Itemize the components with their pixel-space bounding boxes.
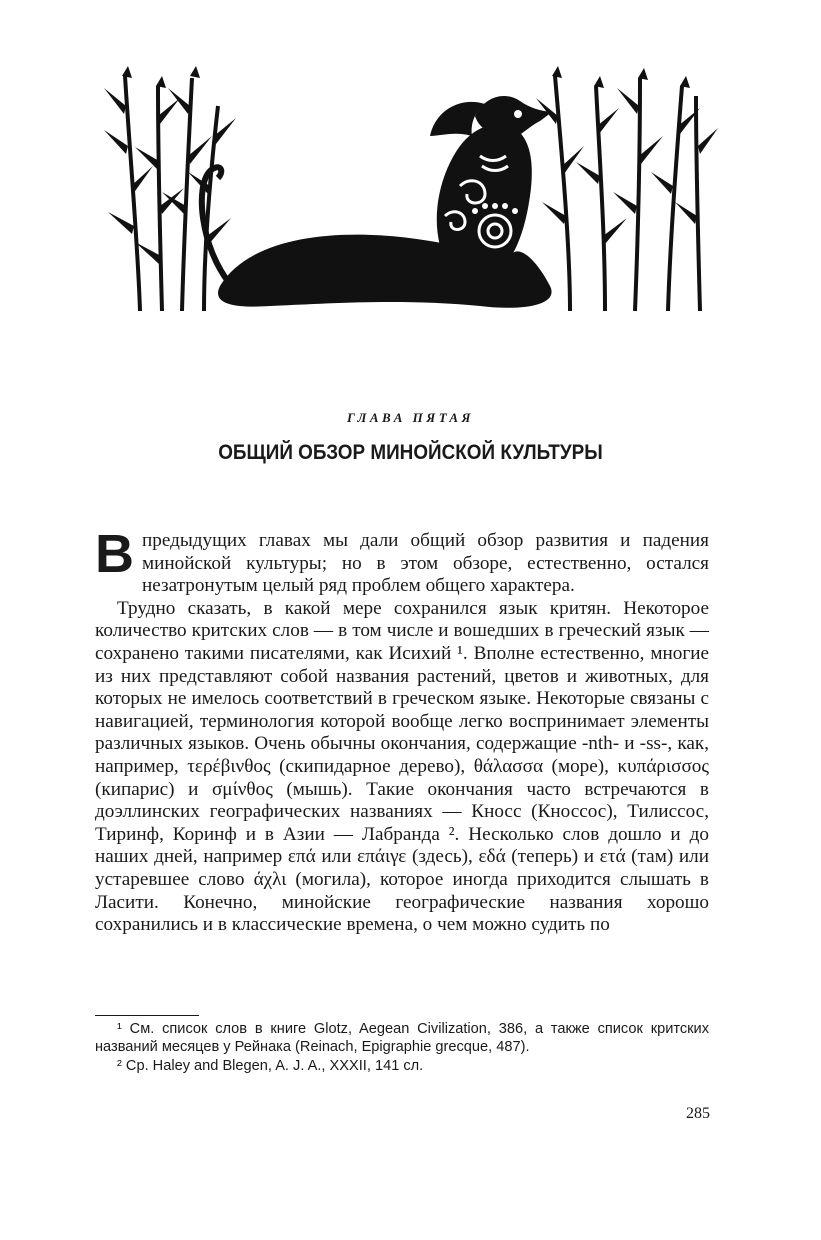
footnote-2: ² Ср. Haley and Blegen, A. J. A., XXXII, 141 сл. [117,1057,424,1074]
sphinx-among-reeds-icon [100,66,720,318]
reeds-right [555,76,700,311]
paragraph-1-text: предыдущих главах мы дали общий обзор развития и падения минойской культуры; но в этом обзоре, естественно, остался незатронутым целый ряд проблем общего характера. [142,530,709,597]
footnotes [95,1020,709,1075]
paragraph-2: Трудно сказать, в какой мере сохранился язык критян. Некоторое количество критских слов — в том числе и вошедших в греческий язык — сохранено такими писателями, как Исихий ¹. Вполне естественно, многие из них представляют собой названия растений, цветов и животных, для которых не имелось соответствий в греческом языке. Некоторые связаны с навигацией, терминология которой вообще легко воспринимает элементы различных языков. Очень обычны окончания, содержащие -nth- и -ss-, как, например, τερέβινθος (скипидарное дерево), θάλασσα (море), κυπάρισσος (кипарис) и σμίνθος (мышь). Такие окончания часто встречаются в доэллинских географических названиях — Кносс (Кноссос), Тилиссос, Тиринф, Коринф и в Азии — Лабранда ². Несколько слов дошло и до наших дней, например επά или επάιγε (здесь), εδά (теперь) и ετά (там) или устаревшее слово άχλι (могила), которое иногда приходится слышать в Ласити. Конечно, минойские географические названия хорошо сохранились и в классические времена, о чем можно судить по [95,597,709,936]
footnote-1: ¹ См. список слов в книге Glotz, Aegean Civilization, 386, а также список критских названий месяцев у Рейнака (Reinach, Epigraphie grecque, 487). [95,1021,709,1056]
body-text [95,524,709,937]
chapter-kicker: ГЛАВА ПЯТАЯ [347,410,474,425]
paragraph-1 [95,524,709,598]
footnote-divider [95,1015,199,1016]
chapter-title: ОБЩИЙ ОБЗОР МИНОЙСКОЙ КУЛЬТУРЫ [218,441,603,464]
page-number: 285 [686,1105,710,1122]
dropcap: В [95,524,134,584]
